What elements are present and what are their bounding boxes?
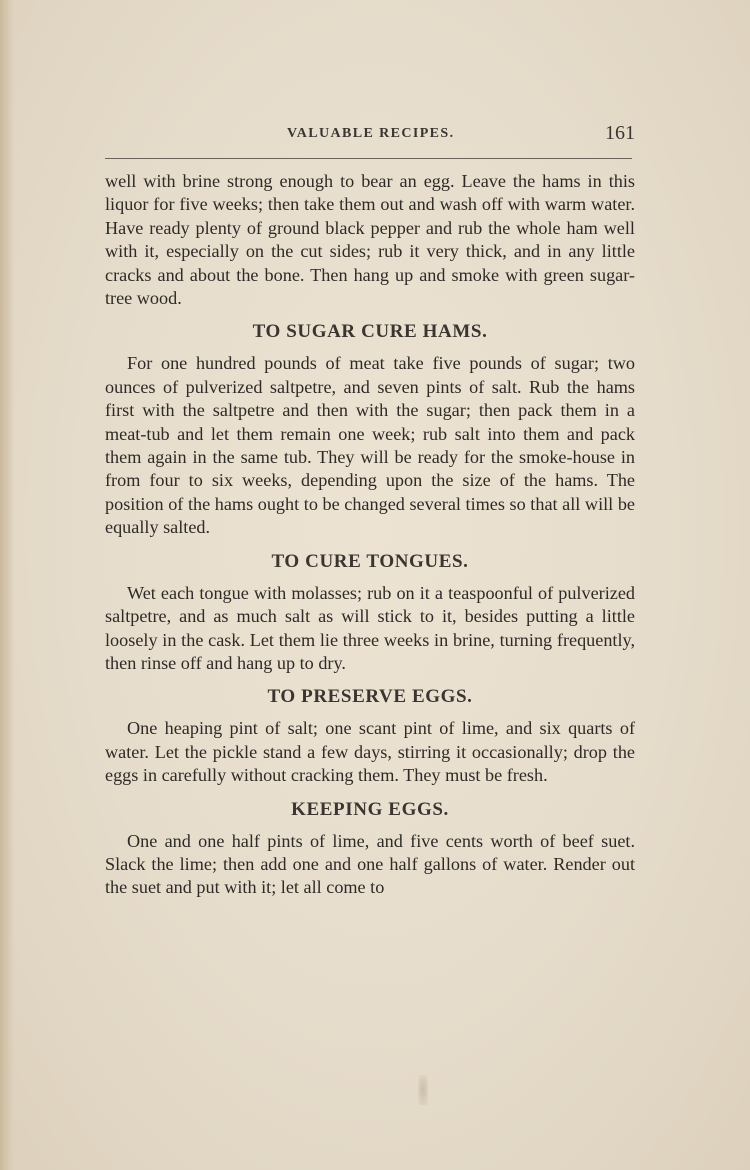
- section-heading-preserve-eggs: TO PRESERVE EGGS.: [267, 686, 473, 708]
- running-title: VALUABLE RECIPES.: [287, 126, 455, 141]
- section-heading-cure-tongues: TO CURE TONGUES.: [271, 550, 469, 572]
- paragraph-cure-tongues: Wet each tongue with molasses; rub on it a teaspoonful of pulverized saltpetre, and as much salt as will stick to it, besides putting a little loosely in the cask. Let them lie three weeks in brine, turning frequently, then rinse off and hang up to dry.: [105, 582, 635, 673]
- page-binding-edge: [0, 0, 14, 1170]
- section-heading-sugar-cure-hams: TO SUGAR CURE HAMS.: [252, 321, 488, 343]
- section-heading-keeping-eggs: KEEPING EGGS.: [291, 798, 449, 820]
- page-header: [105, 122, 635, 150]
- page-body: [105, 170, 635, 900]
- paragraph-keeping-eggs: One and one half pints of lime, and five cents worth of beef suet. Slack the lime; then add one and one half gallons of water. Render out the suet and put with it; let all come to: [105, 830, 635, 898]
- continued-paragraph: well with brine strong enough to bear an egg. Leave the hams in this liquor for five weeks; then take them out and wash off with warm water. Have ready plenty of ground black pepper and rub the whole ham well with it, especially on the cut sides; rub it very thick, and in any little cracks and about the bone. Then hang up and smoke with green sugar-tree wood.: [105, 171, 635, 309]
- header-rule: [105, 158, 632, 159]
- paper-smudge: [418, 1075, 428, 1105]
- page-number: 161: [605, 122, 635, 144]
- paragraph-preserve-eggs: One heaping pint of salt; one scant pint of lime, and six quarts of water. Let the pickle stand a few days, stirring it occasionally; drop the eggs in carefully without cracking them. They must be fresh.: [105, 718, 635, 786]
- paragraph-sugar-cure-hams: For one hundred pounds of meat take five pounds of sugar; two ounces of pulverized saltpetre, and seven pints of salt. Rub the hams first with the saltpetre and then with the sugar; then pack them in a meat-tub and let them remain one week; rub salt into them and pack them again in the same tub. They will be ready for the smoke-house in from four to six weeks, depending upon the size of the hams. The position of the hams ought to be changed several times so that all will be equally salted.: [105, 353, 635, 538]
